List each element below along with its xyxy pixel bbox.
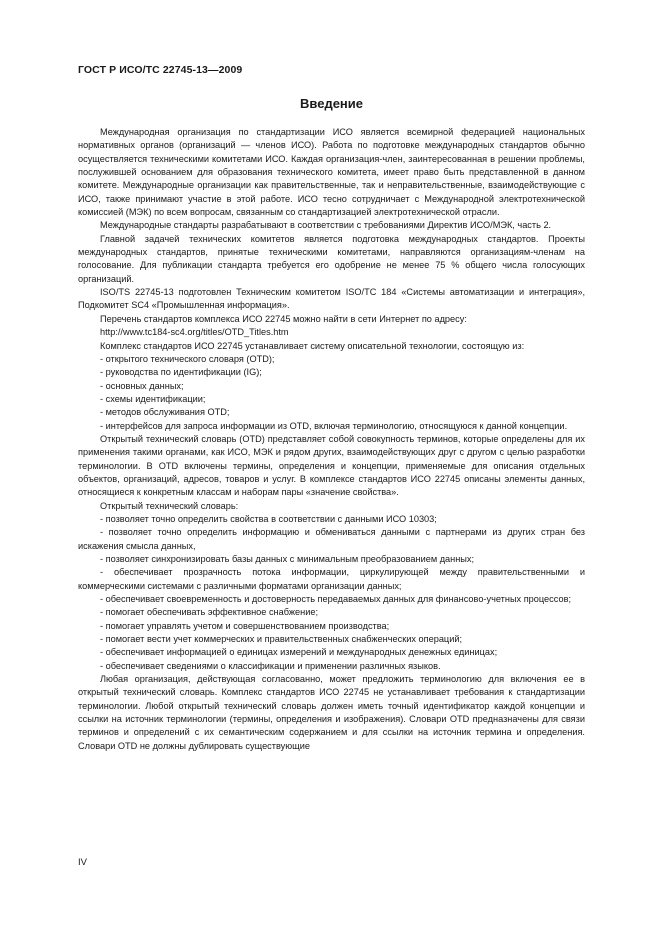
paragraph: Комплекс стандартов ИСО 22745 устанавливает систему описательной технологии, состоящую из: — [100, 340, 525, 351]
document-body — [78, 126, 585, 753]
paragraph: Международная организация по стандартизации ИСО является всемирной федерацией национальных нормативных органов (организаций — членов ИСО). Работа по подготовке международных стандартов обычно осуществляется техническими комитетами ИСО. Каждая организация-член, заинтересованная в решении проблемы, послужившей основанием для образования технического комитета, имеет право быть представленной в данном комитете. Международные организации как правительственные, так и неправительственные, взаимодействующие с ИСО, также принимают участие в этой работе. ИСО тесно сотрудничает с Международной электротехнической комиссией (МЭК) по всем вопросам, связанным со стандартизацией электротехнической отрасли. — [78, 127, 585, 218]
list-item: - основных данных; — [100, 380, 184, 391]
list-item: - помогает управлять учетом и совершенствованием производства; — [100, 620, 390, 631]
document-header: ГОСТ Р ИСО/ТС 22745-13—2009 — [78, 64, 243, 76]
list-item: - обеспечивает прозрачность потока информации, циркулирующей между правительственными и коммерческими системами с различными форматами организации данных; — [78, 567, 585, 591]
paragraph: Открытый технический словарь (OTD) представляет собой совокупность терминов, которые определены для их применения такими органами, как ИСО, МЭК и рядом других, взаимодействующих друг с другом с целью разработки терминологии. В OTD включены термины, определения и концепции, применяемые для описания отдельных объектов, организаций, адресов, товаров и услуг. В комплексе стандартов ИСО 22745 описаны элементы данных, относящиеся к конкретным классам и наборам пары «значение свойства». — [78, 433, 585, 498]
list-item: - методов обслуживания OTD; — [100, 407, 230, 418]
list-item: - обеспечивает сведениями о классификации и применении различных языков. — [100, 660, 441, 671]
paragraph: ISO/TS 22745-13 подготовлен Техническим комитетом ISO/TC 184 «Системы автоматизации и интеграция», Подкомитет SC4 «Промышленная информация». — [78, 287, 585, 311]
list-item: - помогает обеспечивать эффективное снабжение; — [100, 607, 319, 618]
list-item: - обеспечивает своевременность и достоверность передаваемых данных для финансово-учетных процессов; — [100, 594, 572, 605]
list-item: - обеспечивает информацией о единицах измерений и международных денежных единицах; — [100, 647, 498, 658]
list-item: - позволяет синхронизировать базы данных с минимальным преобразованием данных; — [100, 554, 475, 564]
list-item: - открытого технического словаря (OTD); — [100, 353, 275, 364]
paragraph: Главной задачей технических комитетов является подготовка международных стандартов. Проекты международных стандартов, принятые техническими комитетами, направляются организациям-членам на голосование. Для публикации стандарта требуется его одобрение не менее 75 % общего числа голосующих организаций. — [78, 233, 585, 284]
paragraph: Перечень стандартов комплекса ИСО 22745 можно найти в сети Интернет по адресу: — [100, 313, 467, 324]
list-item: - интерфейсов для запроса информации из OTD, включая терминологию, относящуюся к данной концепции. — [100, 420, 568, 431]
paragraph: Любая организация, действующая согласованно, может предложить терминологию для включения ее в открытый технический словарь. Комплекс стандартов ИСО 22745 не устанавливает требования к стандартизации терминологии. Любой открытый технический словарь должен иметь точный идентификатор каждой концепции и ссылки на источник терминологии (термины, определения и изображения). Словари OTD предназначены для связи терминов и определений с их семантическим содержанием и для ссылки на источник термина и определения. Словари OTD не должны дублировать существующие — [78, 674, 585, 751]
list-item: - схемы идентификации; — [100, 393, 206, 404]
section-title: Введение — [300, 96, 363, 111]
url-link[interactable]: http://www.tc184-sc4.org/titles/OTD_Titles.htm — [100, 327, 289, 338]
page-number: IV — [78, 857, 87, 868]
list-item: - позволяет точно определить свойства в соответствии с данными ИСО 10303; — [100, 513, 437, 524]
paragraph: Международные стандарты разрабатывают в соответствии с требованиями Директив ИСО/МЭК, часть 2. — [100, 220, 552, 231]
list-item: - позволяет точно определить информацию и обмениваться данными с партнерами из других стран без искажения смысла данных, — [78, 527, 585, 551]
list-item: - помогает вести учет коммерческих и правительственных снабженческих операций; — [100, 634, 463, 645]
list-item: - руководства по идентификации (IG); — [100, 367, 262, 378]
paragraph: Открытый технический словарь: — [100, 500, 239, 511]
